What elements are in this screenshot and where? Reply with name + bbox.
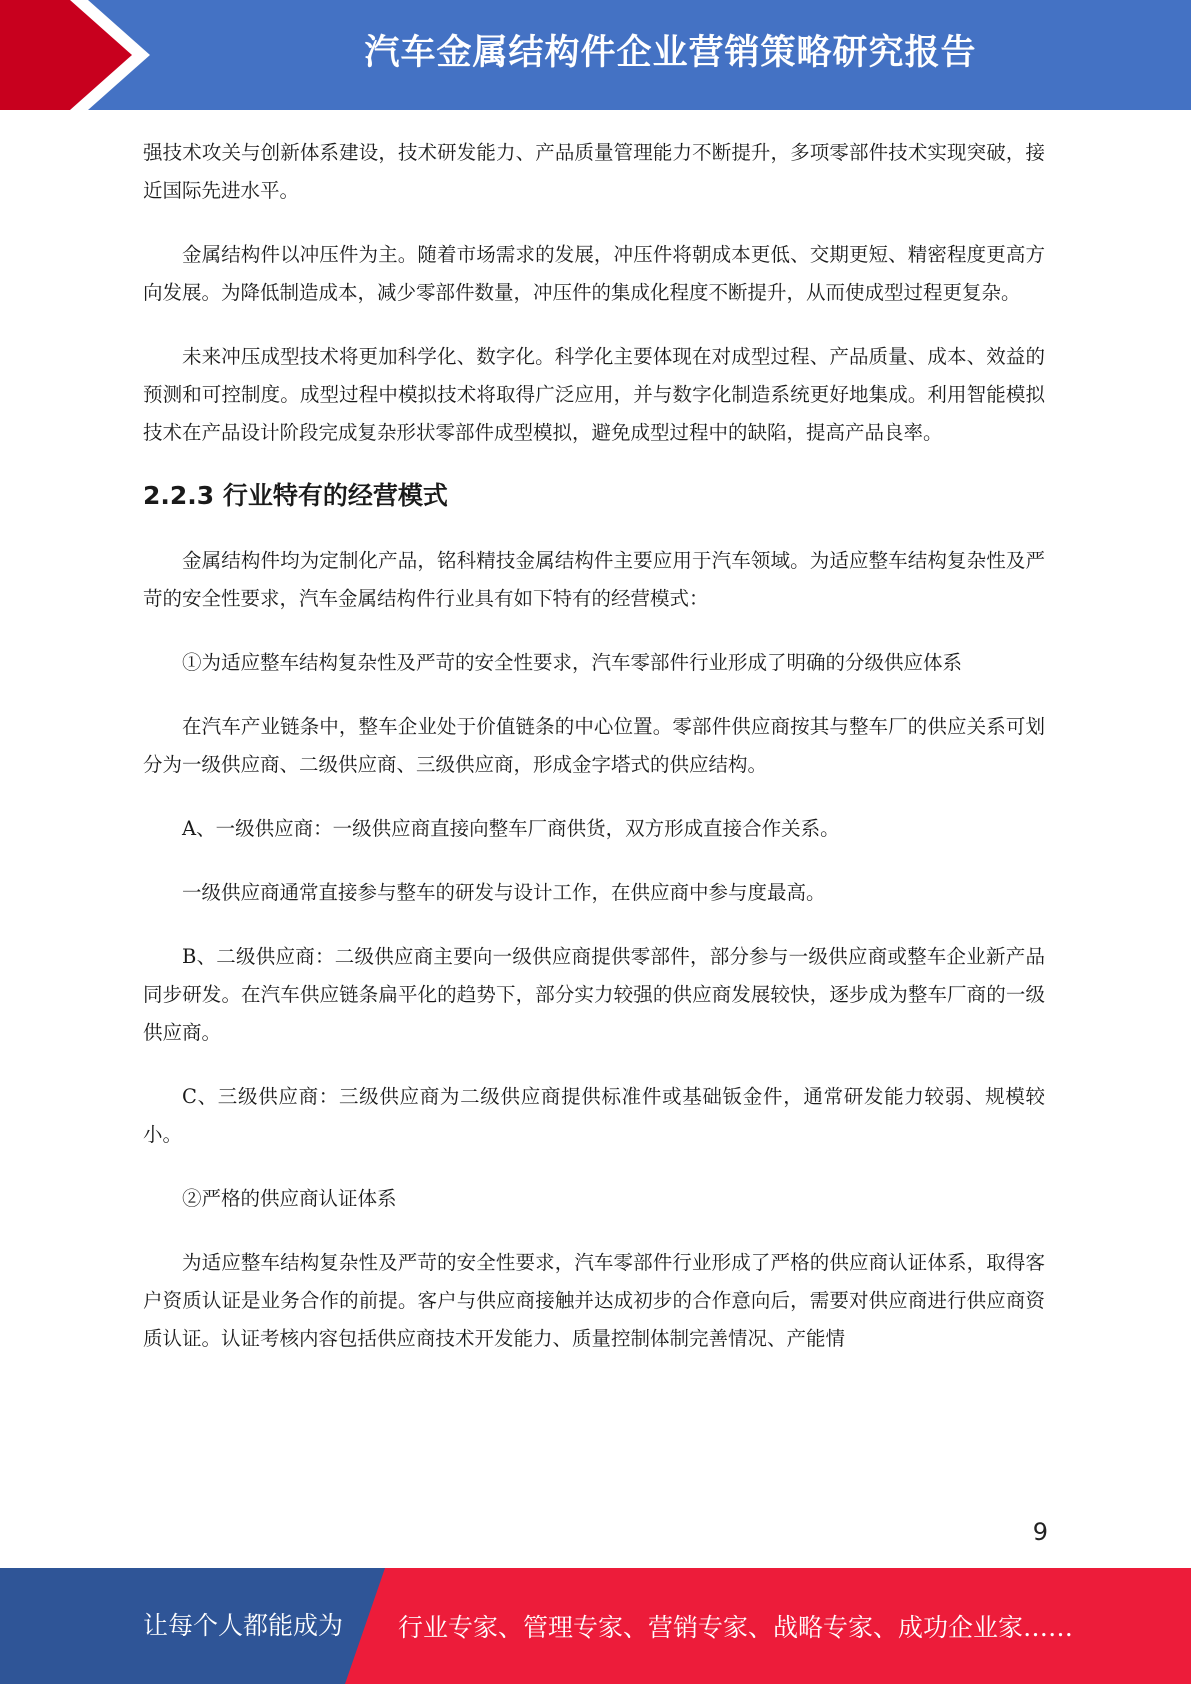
footer-slogan-right: 行业专家、管理专家、营销专家、战略专家、成功企业家…… <box>398 1613 1074 1642</box>
paragraph: 未来冲压成型技术将更加科学化、数字化。科学化主要体现在对成型过程、产品质量、成本、效益的预测和可控制度。成型过程中模拟技术将取得广泛应用，并与数字化制造系统更好地集成。利用智能模拟技术在产品设计阶段完成复杂形状零部件成型模拟，避免成型过程中的缺陷，提高产品良率。 <box>143 345 1045 444</box>
page-header <box>0 0 1191 110</box>
page-footer <box>0 1568 1191 1684</box>
section-heading: 2.2.3 行业特有的经营模式 <box>143 481 448 510</box>
page-number: 9 <box>1032 1518 1048 1546</box>
paragraph: 在汽车产业链条中，整车企业处于价值链条的中心位置。零部件供应商按其与整车厂的供应关系可划分为一级供应商、二级供应商、三级供应商，形成金字塔式的供应结构。 <box>143 715 1045 776</box>
list-item-heading: ②严格的供应商认证体系 <box>182 1187 397 1210</box>
paragraph-continued: 强技术攻关与创新体系建设，技术研发能力、产品质量管理能力不断提升，多项零部件技术实现突破，接近国际先进水平。 <box>143 141 1045 202</box>
paragraph: 一级供应商通常直接参与整车的研发与设计工作，在供应商中参与度最高。 <box>182 881 826 904</box>
paragraph: 金属结构件均为定制化产品，铭科精技金属结构件主要应用于汽车领域。为适应整车结构复杂性及严苛的安全性要求，汽车金属结构件行业具有如下特有的经营模式： <box>143 549 1045 610</box>
list-item-heading: ①为适应整车结构复杂性及严苛的安全性要求，汽车零部件行业形成了明确的分级供应体系 <box>182 651 963 674</box>
paragraph: A、一级供应商：一级供应商直接向整车厂商供货，双方形成直接合作关系。 <box>182 817 840 840</box>
page-content <box>143 134 1045 1384</box>
paragraph: 金属结构件以冲压件为主。随着市场需求的发展，冲压件将朝成本更低、交期更短、精密程度更高方向发展。为降低制造成本，减少零部件数量，冲压件的集成化程度不断提升，从而使成型过程更复杂。 <box>143 243 1045 304</box>
footer-slogan-left: 让每个人都能成为 <box>143 1611 344 1640</box>
paragraph: 为适应整车结构复杂性及严苛的安全性要求，汽车零部件行业形成了严格的供应商认证体系，取得客户资质认证是业务合作的前提。客户与供应商接触并达成初步的合作意向后，需要对供应商进行供应商资质认证。认证考核内容包括供应商技术开发能力、质量控制体制完善情况、产能情 <box>143 1251 1045 1350</box>
paragraph: B、二级供应商：二级供应商主要向一级供应商提供零部件，部分参与一级供应商或整车企业新产品同步研发。在汽车供应链条扁平化的趋势下，部分实力较强的供应商发展较快，逐步成为整车厂商的一级供应商。 <box>143 945 1045 1044</box>
report-title: 汽车金属结构件企业营销策略研究报告 <box>364 33 977 73</box>
header-chevron-decoration <box>0 0 160 110</box>
paragraph: C、三级供应商：三级供应商为二级供应商提供标准件或基础钣金件，通常研发能力较弱、规模较小。 <box>143 1085 1045 1146</box>
